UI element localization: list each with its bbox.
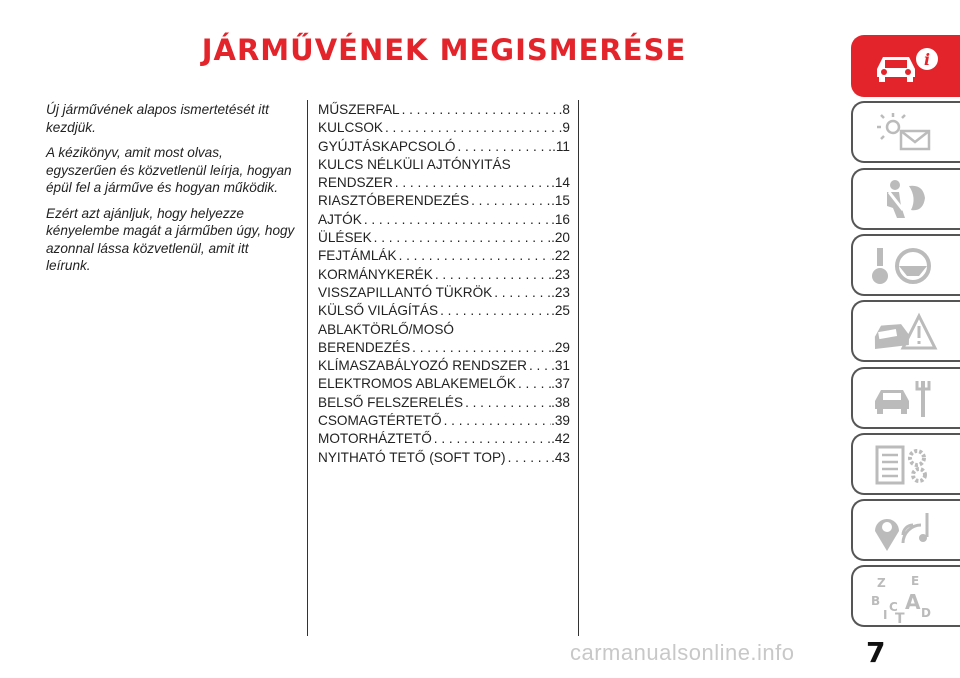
tab-multimedia[interactable] <box>851 499 960 561</box>
emergency-icon <box>869 308 939 356</box>
toc-entry-label-line: KULCS NÉLKÜLI AJTÓNYITÁS <box>318 156 511 172</box>
column-divider-left <box>307 100 308 636</box>
tab-index[interactable] <box>851 565 960 627</box>
toc-entry-page: .22 <box>551 248 570 264</box>
toc-entry[interactable] <box>318 284 570 302</box>
toc-entry-label: VISSZAPILLANTÓ TÜKRÖK <box>318 284 493 300</box>
toc-leader-dots <box>410 339 551 357</box>
index-letter: T <box>895 611 905 625</box>
toc-leader-dots <box>393 174 551 192</box>
table-of-contents <box>318 101 570 467</box>
toc-leader-dots <box>442 412 551 430</box>
toc-entry-page: .42 <box>551 431 570 447</box>
toc-entry[interactable] <box>318 119 570 137</box>
toc-entry[interactable] <box>318 357 570 375</box>
toc-entry[interactable] <box>318 412 570 430</box>
toc-entry[interactable] <box>318 229 570 247</box>
toc-entry-label: RENDSZER <box>318 175 393 191</box>
alphabetical-index-icon <box>869 573 939 625</box>
toc-entry-label: KÜLSŐ VILÁGÍTÁS <box>318 303 439 319</box>
toc-entry[interactable] <box>318 430 570 448</box>
tab-car-info[interactable] <box>851 35 960 97</box>
toc-entry-label: FEJTÁMLÁK <box>318 248 397 264</box>
specifications-gears-icon <box>869 441 939 489</box>
index-letter: I <box>883 608 888 622</box>
toc-leader-dots <box>438 302 551 320</box>
toc-entry-page: .23 <box>551 284 570 300</box>
toc-entry[interactable] <box>318 266 570 284</box>
toc-entry-label-line: ABLAKTÖRLŐ/MOSÓ <box>318 321 454 337</box>
toc-leader-dots <box>463 394 551 412</box>
toc-leader-dots <box>492 284 551 302</box>
toc-leader-dots <box>527 357 551 375</box>
toc-entry-label: ELEKTROMOS ABLAKEMELŐK <box>318 376 516 392</box>
toc-leader-dots <box>383 119 559 137</box>
toc-entry[interactable] <box>318 449 570 467</box>
toc-entry-label: KORMÁNYKERÉK <box>318 266 433 282</box>
toc-entry[interactable] <box>318 247 570 265</box>
toc-entry[interactable] <box>318 211 570 229</box>
key-steering-wheel-icon <box>869 242 939 290</box>
toc-leader-dots <box>362 211 551 229</box>
toc-entry-page: .15 <box>551 193 570 209</box>
toc-leader-dots <box>400 101 559 119</box>
toc-entry[interactable] <box>318 138 570 156</box>
toc-entry-page: .23 <box>551 266 570 282</box>
index-letter: E <box>911 574 920 588</box>
toc-entry[interactable] <box>318 375 570 393</box>
intro-paragraph: A kézikönyv, amit most olvas, egyszerűen és közvetlenül leírja, hogyan épül fel a járműve és hogyan működik. <box>46 145 292 195</box>
toc-entry-page: .37 <box>551 376 570 392</box>
toc-entry-page: .16 <box>551 211 570 227</box>
toc-leader-dots <box>506 449 552 467</box>
toc-entry-label: RIASZTÓBERENDEZÉS <box>318 193 470 209</box>
toc-entry[interactable] <box>318 339 570 357</box>
page-number: 7 <box>866 636 886 669</box>
intro-paragraph: Ezért azt ajánljuk, hogy helyezze kényelembe magát a járműben úgy, hogy azonnal lássa közvetlenül, amit itt leírunk. <box>46 205 295 273</box>
toc-entry-label: AJTÓK <box>318 211 362 227</box>
index-letter: B <box>871 594 881 608</box>
toc-entry-label: KULCSOK <box>318 120 383 136</box>
toc-entry-label: ÜLÉSEK <box>318 230 372 246</box>
airbag-seatbelt-icon <box>869 176 939 224</box>
toc-leader-dots <box>397 247 552 265</box>
toc-leader-dots <box>433 266 551 284</box>
toc-entry-page: .43 <box>551 449 570 465</box>
toc-entry-page: .38 <box>551 394 570 410</box>
toc-entry-label: MOTORHÁZTETŐ <box>318 431 432 447</box>
toc-entry-page: .39 <box>551 413 570 429</box>
page-title: JÁRMŰVÉNEK MEGISMERÉSE <box>201 33 687 67</box>
toc-entry[interactable] <box>318 302 570 320</box>
index-letter: D <box>921 606 931 620</box>
car-info-icon <box>869 43 939 91</box>
toc-entry[interactable] <box>318 394 570 412</box>
toc-entry-label: BERENDEZÉS <box>318 339 411 355</box>
tab-maintenance[interactable] <box>851 367 960 429</box>
tab-warning-lights[interactable] <box>851 101 960 163</box>
toc-leader-dots <box>455 138 552 156</box>
svg-text:i: i <box>923 50 931 69</box>
toc-entry-page: .29 <box>551 339 570 355</box>
index-letter: Z <box>877 576 886 590</box>
toc-entry[interactable] <box>318 101 570 119</box>
toc-leader-dots <box>432 430 551 448</box>
toc-entry-page: .8 <box>558 102 570 117</box>
toc-entry-page: .20 <box>551 230 570 246</box>
index-letter: C <box>889 600 898 614</box>
toc-leader-dots <box>469 192 551 210</box>
tab-safety[interactable] <box>851 168 960 230</box>
toc-leader-dots <box>372 229 551 247</box>
multimedia-icon <box>869 507 939 555</box>
car-service-icon <box>869 375 939 423</box>
toc-entry-label: CSOMAGTÉRTETŐ <box>318 413 442 429</box>
warning-lights-icon <box>869 109 939 157</box>
toc-leader-dots <box>516 375 551 393</box>
index-letter: A <box>905 590 921 614</box>
toc-entry-label: GYÚJTÁSKAPCSOLÓ <box>318 138 456 154</box>
tab-technical-data[interactable] <box>851 433 960 495</box>
watermark: carmanualsonline.info <box>570 640 795 665</box>
intro-text <box>46 101 296 283</box>
toc-entry-label: KLÍMASZABÁLYOZÓ RENDSZER <box>318 358 527 374</box>
intro-paragraph: Új járművének alapos ismertetését itt kezdjük. <box>46 102 269 135</box>
column-divider-right <box>578 100 579 636</box>
toc-entry-page: .11 <box>552 138 570 154</box>
toc-entry-page: .31 <box>551 358 570 374</box>
toc-entry-page: .9 <box>558 120 570 136</box>
toc-entry-label: BELSŐ FELSZERELÉS <box>318 394 464 410</box>
toc-entry-page: .25 <box>551 303 570 319</box>
toc-entry-label: MŰSZERFAL <box>318 102 400 117</box>
tab-starting-driving[interactable] <box>851 234 960 296</box>
toc-entry-label: NYITHATÓ TETŐ (SOFT TOP) <box>318 449 506 465</box>
toc-entry[interactable] <box>318 192 570 210</box>
toc-entry[interactable] <box>318 174 570 192</box>
tab-emergency[interactable] <box>851 300 960 362</box>
toc-entry-page: .14 <box>551 175 570 191</box>
